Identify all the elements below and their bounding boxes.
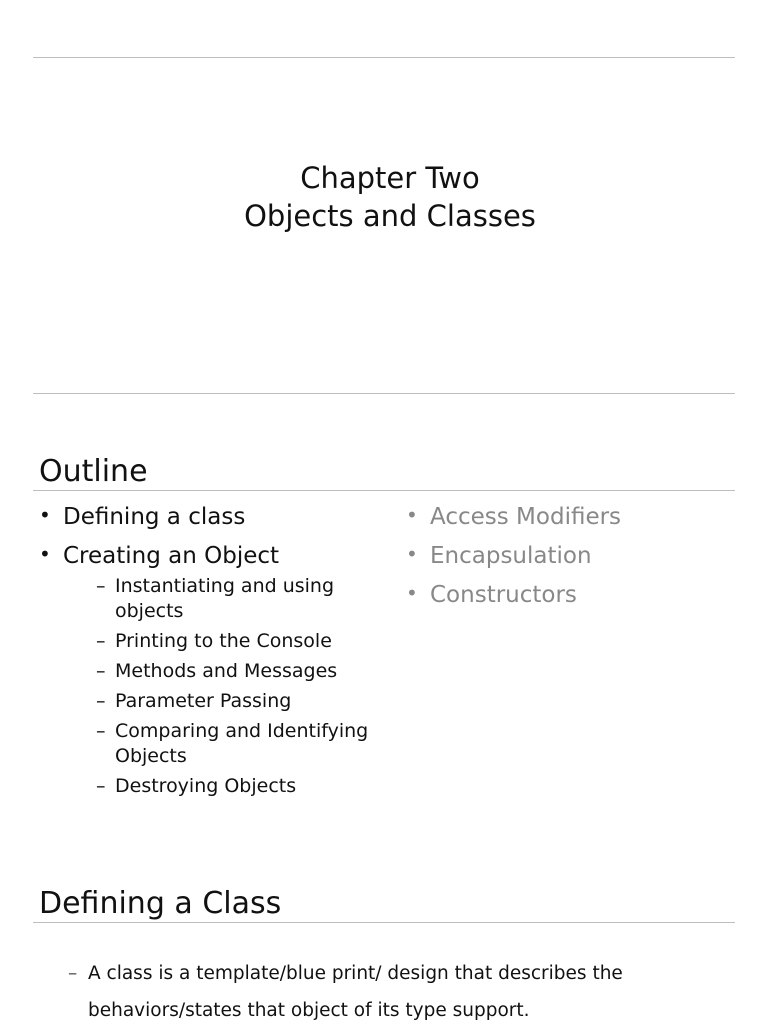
outline-item <box>406 542 736 570</box>
dash-icon: – <box>68 963 78 984</box>
bullet-icon: • <box>406 542 418 566</box>
outline-subitem-label: Methods and Messages <box>115 660 338 682</box>
slide1-title-line1: Chapter Two <box>300 161 480 195</box>
defining-class-heading-rule <box>33 922 735 923</box>
defining-class-heading: Defining a Class <box>39 886 282 921</box>
outline-item-label: Creating an Object <box>63 543 280 569</box>
outline-subitem-label: Comparing and Identifying Objects <box>115 720 369 767</box>
bullet-icon: • <box>406 581 418 605</box>
dash-icon: – <box>96 660 106 682</box>
outline-subitem-label: Instantiating and using objects <box>115 575 335 622</box>
bullet-icon: • <box>406 503 418 527</box>
outline-right-column <box>406 503 736 609</box>
outline-item-label: Access Modifiers <box>430 504 622 530</box>
outline-heading: Outline <box>39 454 148 489</box>
outline-item-label: Encapsulation <box>430 543 592 569</box>
outline-heading-rule <box>33 490 735 491</box>
dash-icon: – <box>96 775 106 797</box>
outline-subitem <box>91 574 399 624</box>
outline-subitem <box>91 719 399 769</box>
dash-icon: – <box>96 690 106 712</box>
outline-subitem <box>91 629 399 654</box>
outline-subitem <box>91 774 399 799</box>
class-definition-point <box>68 955 748 1029</box>
bullet-icon: • <box>39 542 51 566</box>
outline-left-column <box>39 503 399 804</box>
outline-item <box>406 503 736 531</box>
outline-item <box>39 542 399 799</box>
dash-icon: – <box>96 720 106 742</box>
dash-icon: – <box>96 575 106 597</box>
outline-subitem <box>91 689 399 714</box>
slide1-title-line2: Objects and Classes <box>244 199 536 233</box>
class-definition-text: A class is a template/blue print/ design that describes the behaviors/states that object of its type support. <box>88 963 623 1021</box>
outline-subitem-label: Destroying Objects <box>115 775 297 797</box>
outline-item-label: Constructors <box>430 582 577 608</box>
outline-item <box>406 581 736 609</box>
slide-divider <box>33 393 735 394</box>
outline-item-label: Defining a class <box>63 504 246 530</box>
outline-subitem <box>91 659 399 684</box>
outline-subitem-label: Printing to the Console <box>115 630 332 652</box>
outline-subitem-label: Parameter Passing <box>115 690 292 712</box>
dash-icon: – <box>96 630 106 652</box>
slide1-top-rule <box>33 57 735 58</box>
bullet-icon: • <box>39 503 51 527</box>
outline-subitems <box>63 574 399 799</box>
outline-item <box>39 503 399 531</box>
